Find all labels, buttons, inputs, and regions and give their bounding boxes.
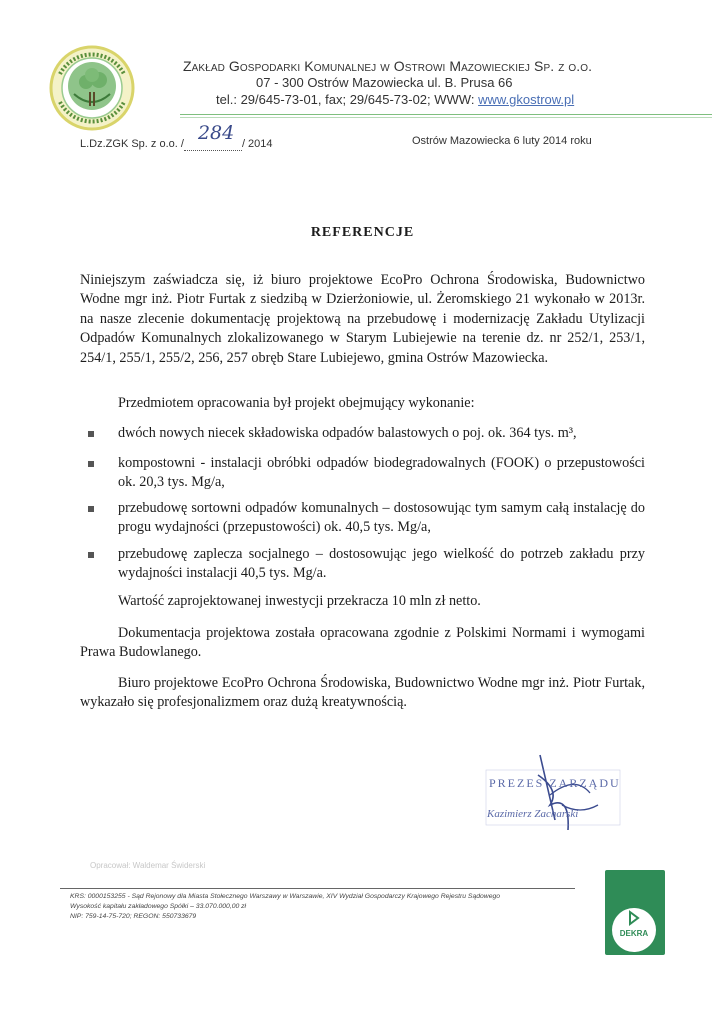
list-item: kompostowni - instalacji obróbki odpadów biodegradowalnych (FOOK) o przepustowości ok. 20,3 tys. Mg/a, (118, 455, 645, 491)
closing-paragraph: Biuro projektowe EcoPro Ochrona Środowiska, Budownictwo Wodne mgr inż. Piotr Furtak, wykazało się profesjonalizmem oraz dużą kreatywnością. (80, 675, 645, 711)
signature-title: PREZES ZARZĄDU (489, 776, 621, 790)
value-paragraph: Wartość zaprojektowanej inwestycji przekracza 10 mln zł netto. (118, 593, 481, 609)
dekra-label: DEKRA (619, 929, 649, 938)
bullet-marker (88, 506, 94, 512)
company-name: Zakład Gospodarki Komunalnej w Ostrowi Mazowieckiej Sp. z o.o. (183, 58, 593, 74)
documentation-paragraph: Dokumentacja projektowa została opracowana zgodnie z Polskimi Normami i wymogami Prawa Budowlanego. (80, 625, 645, 661)
header-divider (180, 114, 712, 115)
company-logo (46, 44, 138, 132)
bullet-marker (88, 461, 94, 467)
subject-paragraph: Przedmiotem opracowania był projekt obejmujący wykonanie: (118, 395, 475, 411)
footer-nip: NIP: 759-14-75-720; REGON: 550733679 (70, 913, 197, 920)
reference-suffix: / 2014 (241, 138, 273, 150)
dekra-arrow-icon (626, 910, 642, 926)
footer-capital: Wysokość kapitału zakładowego Spółki – 33.070.000,00 zł (70, 903, 247, 910)
footer-divider (60, 888, 575, 889)
signature-name: Kazimierz Zacharski (487, 808, 579, 820)
company-contact (216, 92, 574, 107)
prepared-by: Opracował: Waldemar Świderski (90, 861, 206, 870)
reference-prefix: L.Dz.ZGK Sp. z o.o. / (80, 138, 184, 150)
list-item: przebudowę zaplecza socjalnego – dostosowując jego wielkość do potrzeb zakładu przy wydajności instalacji 40,5 tys. Mg/a. (118, 546, 645, 582)
company-address: 07 - 300 Ostrów Mazowiecka ul. B. Prusa 66 (256, 75, 513, 90)
bullet-marker (88, 552, 94, 558)
header-divider-secondary (180, 117, 712, 118)
intro-paragraph: Niniejszym zaświadcza się, iż biuro projektowe EcoPro Ochrona Środowiska, Budownictwo Wodne mgr inż. Piotr Furtak z siedzibą w Dzierżoniowie, ul. Żeromskiego 21 wykonało w 2013r. na nasze zlecenie dokumentację projektową na przebudowę i modernizację Zakładu Utylizacji Odpadów Komunalnych zlokalizowanego w Starym Lubiejewie na terenie dz. nr 252/1, 253/1, 254/1, 255/1, 255/2, 256, 257 obręb Stare Lubiejewo, gmina Ostrów Mazowiecka. (80, 272, 645, 366)
list-item: przebudowę sortowni odpadów komunalnych – dostosowując tym samym całą instalację do progu wydajności (przepustowości) ok. 40,5 tys. Mg/a, (118, 500, 645, 536)
website-link[interactable]: www.gkostrow.pl (478, 92, 575, 107)
bullet-marker (88, 431, 94, 437)
reference-number (80, 122, 273, 151)
document-title: REFERENCJE (310, 225, 415, 240)
list-item: dwóch nowych niecek składowiska odpadów balastowych o poj. ok. 364 tys. m³, (118, 425, 577, 441)
handwritten-number: 284 (197, 122, 235, 144)
contact-phones: tel.: 29/645-73-01, fax; 29/645-73-02; WWW: (216, 92, 479, 107)
footer-krs: KRS: 0000153255 - Sąd Rejonowy dla Miasta Stołecznego Warszawy w Warszawie, XIV Wydział Gospodarczy Krajowego Rejestru Sądowego (70, 893, 501, 900)
place-and-date: Ostrów Mazowiecka 6 luty 2014 roku (412, 135, 592, 147)
